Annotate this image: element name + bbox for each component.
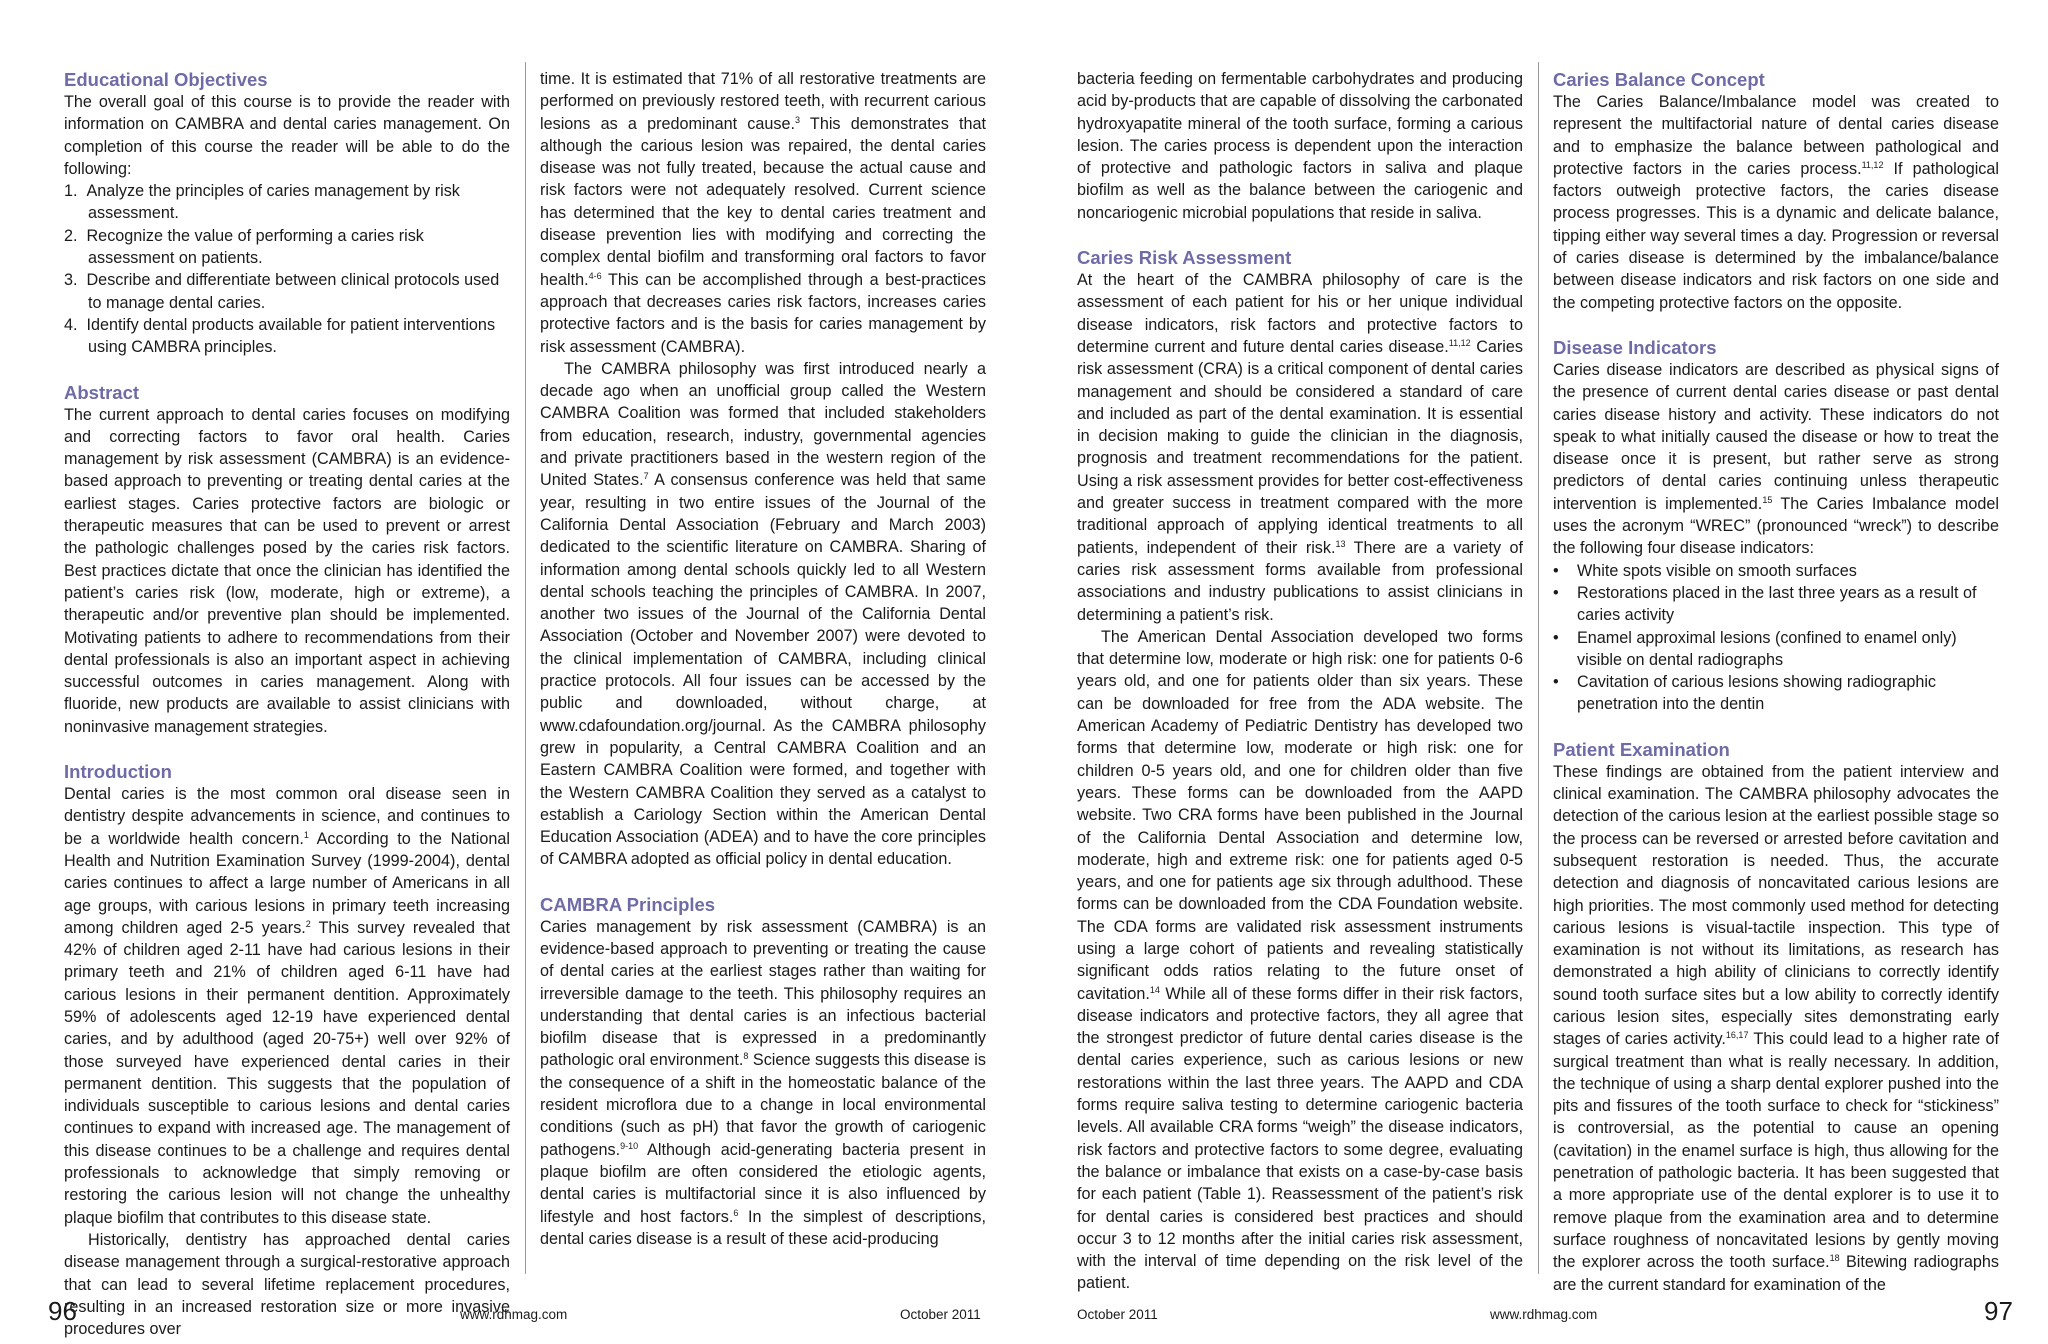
list-item: • White spots visible on smooth surfaces xyxy=(1553,560,1999,582)
body-paragraph: At the heart of the CAMBRA philosophy of care is the assessment of each patient for his or her unique individual disease indicators, risk factors and protective factors to determine current and future dental caries disease.$^{11,12}$ Caries risk assessment (CRA) is a critical component of dental caries management and should be considered a standard of care and included as part of the dental examination. It is essential in decision making to guide the clinician in the diagnosis, prognosis and treatment recommendations for the patient. Using a risk assessment provides for better cost-effectiveness and greater success in treatment compared with the more traditional approach of applying identical treatments to all patients, independent of their risk.$^{13}$ There are a variety of caries risk assessment forms available from professional associations and industry publications to assist clinicians in determining a patient’s risk. xyxy=(1077,271,1523,624)
column-3 xyxy=(1077,68,1523,1295)
heading-educational-objectives: Educational Objectives xyxy=(64,69,268,90)
body-paragraph: The CAMBRA philosophy was first introduced nearly a decade ago when an unofficial group called the Western CAMBRA Coalition was formed that included stakeholders from education, research, industry, governmental agencies and private practitioners based in the western region of the United States.$^7$ A consensus conference was held that same year, resulting in two entire issues of the Journal of the California Dental Association (February and March 2003) dedicated to the scientific literature on CAMBRA. Sharing of information among dental schools quickly led to all Western dental schools teaching the principles of CAMBRA. In 2007, another two issues of the Journal of the California Dental Association (October and November 2007) were devoted to the clinical implementation of CAMBRA, including clinical practice protocols. All four issues can be accessed by the public and downloaded, without charge, at www.cdafoundation.org/journal. As the CAMBRA philosophy grew in popularity, a Central CAMBRA Coalition and an Eastern CAMBRA Coalition were formed, and together with the Western CAMBRA Coalition they served as a catalyst to establish a Cariology Section within the American Dental Education Association (ADEA) and to have the core principles of CAMBRA adopted as official policy in dental education. xyxy=(540,359,986,869)
body-paragraph: bacteria feeding on fermentable carbohydrates and producing acid by-products that are capable of dissolving the carbonated hydroxyapatite mineral of the tooth surface, forming a carious lesion. The caries process is dependent upon the interaction of protective and pathologic factors in saliva and plaque biofilm as well as the balance between the cariogenic and noncariogenic microbial populations that reside in saliva. xyxy=(1077,70,1523,222)
list-item: • Enamel approximal lesions (confined to enamel only) visible on dental radiographs xyxy=(1553,627,1999,672)
column-2 xyxy=(540,68,986,1250)
heading-disease-indicators: Disease Indicators xyxy=(1553,336,1717,358)
abstract-paragraph: The current approach to dental caries focuses on modifying and correcting factors to favor oral health. Caries management by risk assessment (CAMBRA) is an evidence-based approach to preventing or treating dental caries at the earliest stages. Caries protective factors are biologic or therapeutic measures that can be used to prevent or arrest the pathologic challenges posed by the caries risk factors. Best practices dictate that once the clinician has identified the patient’s caries risk (low, moderate, high or extreme), a therapeutic and/or preventive plan should be implemented. Motivating patients to adhere to recommendations from their dental professionals is also an important aspect in achieving successful outcomes in caries management. Along with fluoride, new products are available to assist clinicians with noninvasive management strategies. xyxy=(64,405,510,736)
page-number-left: 96 xyxy=(48,1296,77,1326)
history-paragraph: Historically, dentistry has approached dental caries disease management through a surgical-restorative approach that can lead to several lifetime replacement procedures, resulting in an increased restoration size or more invasive procedures over xyxy=(64,1230,510,1339)
footer-url-right: www.rdhmag.com xyxy=(1490,1307,1598,1322)
body-paragraph: The Caries Balance/Imbalance model was created to represent the multifactorial nature of dental caries disease and to emphasize the balance between pathological and protective factors in the caries process.$^{11,12}$ If pathological factors outweigh protective factors, the caries disease process progresses. This is a dynamic and delicate balance, tipping either way several times a day. Progression or reversal of caries disease is determined by the imbalance/balance between disease indicators and risk factors on one side and the competing protective factors on the opposite. xyxy=(1553,93,1999,312)
column-divider xyxy=(1538,62,1539,1274)
list-item: • Cavitation of carious lesions showing radiographic penetration into the dentin xyxy=(1553,671,1999,716)
objective-item: 4. Identify dental products available for patient interventions using CAMBRA principles. xyxy=(64,315,496,357)
list-item: • Restorations placed in the last three years as a result of caries activity xyxy=(1553,582,1999,627)
footer-date-right: October 2011 xyxy=(1077,1307,1158,1322)
heading-introduction: Introduction xyxy=(64,761,172,783)
body-paragraph: These findings are obtained from the patient interview and clinical examination. The CAMBRA philosophy advocates the detection of the carious lesion at the earliest possible stage so the process can be reversed or arrested before cavitation and subsequent restoration is needed. Thus, the accurate detection and diagnosis of noncavitated carious lesions are high priorities. The most commonly used method for detecting carious lesions is visual-tactile inspection. This type of examination is not without its limitations, as research has demonstrated a high ability of clinicians to correctly identify sound tooth surface sites but a low ability to correctly identify carious lesion sites, especially sites demonstrating early stages of caries activity.$^{16,17}$ This could lead to a higher rate of surgical treatment than what is really necessary. In addition, the technique of using a sharp dental explorer pushed into the pits and fissures of the tooth surface to check for “stickiness” is controversial, as the potential to cause an opening (cavitation) in the enamel surface is high, thus allowing for the penetration of pathologic bacteria. It has been suggested that a more appropriate use of the dental explorer is to use it to remove plaque from the examination area and to determine surface roughness of noncavitated lesions by gently moving the explorer across the tooth surface.$^{18}$ Bitewing radiographs are the current standard for examination of the xyxy=(1553,762,1999,1294)
heading-caries-risk-assessment: Caries Risk Assessment xyxy=(1077,247,1292,269)
heading-abstract: Abstract xyxy=(64,381,140,403)
footer-url-left: www.rdhmag.com xyxy=(460,1307,568,1322)
heading-cambra-principles: CAMBRA Principles xyxy=(540,893,716,915)
body-paragraph: Caries management by risk assessment (CAMBRA) is an evidence-based approach to preventing or treating the cause of dental caries at the earliest stages rather than waiting for irreversible damage to the teeth. This philosophy requires an understanding that dental caries is an infectious bacterial biofilm disease that is expressed in a predominantly pathologic oral environment.$^8$ Science suggests this disease is the consequence of a shift in the homeostatic balance of the resident microflora due to a change in local environmental conditions (such as pH) that favor the growth of cariogenic pathogens.$^{9-10}$ Although acid-generating bacteria present in plaque biofilm are often considered the etiologic agents, dental caries is multifactorial since it is also influenced by lifestyle and host factors.$^6$ In the simplest of descriptions, dental caries disease is a result of these acid-producing xyxy=(540,917,986,1248)
heading-caries-balance-concept: Caries Balance Concept xyxy=(1553,69,1765,90)
column-1 xyxy=(64,68,510,1340)
objectives-list xyxy=(64,180,510,358)
body-paragraph: time. It is estimated that 71% of all restorative treatments are performed on previously restored teeth, with recurrent carious lesions as a predominant cause.$^3$ This demonstrates that although the carious lesion was repaired, the dental caries disease was not fully treated, because the actual cause and risk factors were not adequately resolved. Current science has determined that the key to dental caries treatment and disease prevention lies with modifying and correcting the complex dental biofilm and transforming oral factors to favor health.$^{4-6}$ This can be accomplished through a best-practices approach that decreases caries risk factors, increases caries protective factors and is the basis for caries management by risk assessment (CAMBRA). xyxy=(540,70,986,356)
column-4 xyxy=(1553,68,1999,1296)
disease-indicators-list xyxy=(1553,560,1999,716)
objectives-intro: The overall goal of this course is to provide the reader with information on CAMBRA and dental caries management. On completion of this course the reader will be able to do the following: xyxy=(64,93,510,178)
body-paragraph: The American Dental Association developed two forms that determine low, moderate or high risk: one for patients 0-6 years old, and one for patients older than six years. These can be downloaded for free from the ADA website. The American Academy of Pediatric Dentistry has developed two forms that determine low, moderate or high risk: one for children 0-5 years old, and one for children older than five years. These forms can be downloaded from the AAPD website. Two CRA forms have been published in the Journal of the California Dental Association and determine low, moderate, high and extreme risk: one for patients aged 0-5 years, and one for patients age six through adulthood. These forms can be downloaded from the CDA Foundation website. The CDA forms are validated risk assessment instruments using a large cohort of patients and revealing statistically significant odds ratios relating to the future onset of cavitation.$^{14}$ While all of these forms differ in their risk factors, disease indicators and protective factors, they all agree that the strongest predictor of future dental caries disease is the dental caries experience, such as carious lesions or new restorations within the last three years. The AAPD and CDA forms require saliva testing to determine cariogenic bacteria levels. All available CRA forms “weigh” the disease indicators, risk factors and protective factors to some degree, evaluating the balance or imbalance that exists on a case-by-case basis for each patient (Table 1). Reassessment of the patient’s risk for dental caries is considered best practices and should occur 3 to 12 months after the initial caries risk assessment, with the interval of time depending on the risk level of the patient. xyxy=(1077,627,1523,1293)
heading-patient-examination: Patient Examination xyxy=(1553,738,1730,760)
introduction-paragraph: Dental caries is the most common oral disease seen in dentistry despite advancements in science, and continues to be a worldwide health concern.$^1$ According to the National Health and Nutrition Examination Survey (1999-2004), dental caries continues to affect a large number of Americans in all age groups, with carious lesions in primary teeth increasing among children aged 2-5 years.$^2$ This survey revealed that 42% of children aged 2-11 have had carious lesions in their primary teeth and 21% of children aged 6-11 have had carious lesions in their permanent dentition. Approximately 59% of adolescents aged 12-19 have experienced dental caries, and by adulthood (aged 20-75+) well over 92% of those surveyed have experienced dental caries in their permanent dentition. This suggests that the population of individuals susceptible to carious lesions and dental caries continues to expand with increased age. The management of this disease continues to be a challenge and requires dental professionals to acknowledge that simply removing or restoring the carious lesion will not change the unhealthy plaque biofilm that contributes to this disease state. xyxy=(64,785,510,1227)
body-paragraph: Caries disease indicators are described as physical signs of the presence of current dental caries disease or past dental caries disease history and activity. These indicators do not speak to what initially caused the disease or how to treat the disease once it is present, but rather serve as strong predictors of dental caries continuing unless therapeutic intervention is implemented.$^{15}$ The Caries Imbalance model uses the acronym “WREC” (pronounced “wreck”) to describe the following four disease indicators: xyxy=(1553,360,1999,558)
objective-item: 1. Analyze the principles of caries management by risk assessment. xyxy=(64,182,460,223)
column-divider xyxy=(525,62,526,1274)
page-number-right: 97 xyxy=(1984,1296,2013,1326)
footer-date-left: October 2011 xyxy=(900,1307,981,1322)
objective-item: 3. Describe and differentiate between clinical protocols used to manage dental caries. xyxy=(64,271,500,312)
objective-item: 2. Recognize the value of performing a caries risk assessment on patients. xyxy=(64,226,424,268)
